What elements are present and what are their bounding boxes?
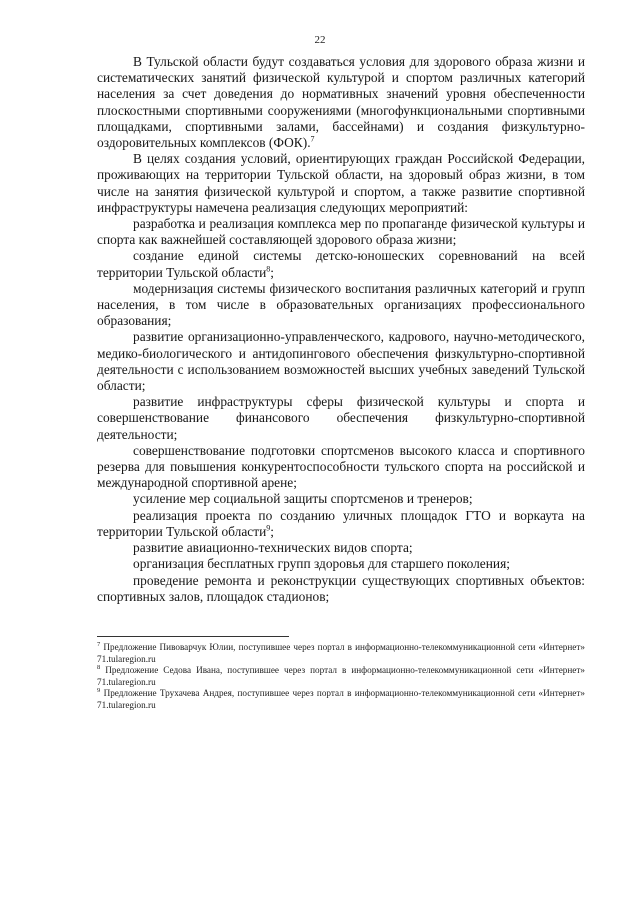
list-item-text: реализация проекта по созданию уличных площадок ГТО и воркаута на территории Тульской области (97, 507, 585, 539)
list-item (97, 556, 585, 572)
paragraph-1 (97, 54, 585, 151)
list-item (97, 329, 585, 394)
list-item-text: организация бесплатных групп здоровья для старшего поколения; (133, 556, 510, 572)
list-item-text: модернизация системы физического воспитания различных категорий и групп населения, в том числе в образовательных организациях профессионального образования; (97, 280, 585, 329)
list-item (97, 540, 585, 556)
list-item (97, 248, 585, 280)
list-item-text: развитие авиационно-технических видов спорта; (133, 540, 413, 556)
footnote-mark: 7 (97, 640, 101, 648)
list-item-text: разработка и реализация комплекса мер по пропаганде физической культуры и спорта как важнейшей составляющей здорового образа жизни; (97, 216, 585, 248)
list-item (97, 491, 585, 507)
footnote-divider (97, 636, 289, 637)
list-item (97, 394, 585, 443)
list-item (97, 443, 585, 492)
list-item-tail: ; (270, 523, 274, 539)
list-item-tail: ; (270, 264, 274, 280)
footnote-ref: 9 (266, 523, 271, 533)
list-item (97, 508, 585, 540)
page-number: 22 (314, 34, 326, 46)
footnote (97, 642, 585, 665)
list-item-text: проведение ремонта и реконструкции существующих спортивных объектов: спортивных залов, площадок стадионов; (97, 572, 585, 604)
list-item (97, 573, 585, 605)
footnotes (97, 642, 585, 712)
list-item-text: совершенствование подготовки спортсменов высокого класса и спортивного резерва для повышения конкурентоспособности тульского спорта на российской и международной спортивной арене; (97, 442, 585, 491)
footnote-text: Предложение Трухачева Андрея, поступившее через портал в информационно-телекоммуникационной сети «Интернет» 71.tularegion.ru (97, 688, 585, 710)
paragraph-2 (97, 151, 585, 216)
body-text (97, 54, 585, 605)
paragraph-text: В целях создания условий, ориентирующих граждан Российской Федерации, проживающих на территории Тульской области, на здоровый образ жизни, в том числе на занятия физической культурой и спортом, а также развитие спортивной инфраструктуры намечена реализация следующих мероприятий: (97, 151, 585, 215)
footnote-ref: 7 (310, 134, 315, 144)
list-item-text: развитие организационно-управленческого, кадрового, научно-методического, медико-биологического и антидопингового обеспечения физкультурно-спортивной деятельности с использованием возможностей высших учебных заведений Тульской области; (97, 329, 585, 394)
footnote-mark: 9 (97, 687, 101, 695)
list-item-text: развитие инфраструктуры сферы физической культуры и спорта и совершенствование финансового обеспечения физкультурно-спортивной деятельности; (97, 394, 585, 442)
footnote-text: Предложение Седова Ивана, поступившее через портал в информационно-телекоммуникационной сети «Интернет» 71.tularegion.ru (97, 665, 585, 687)
list-item (97, 281, 585, 330)
paragraph-text: В Тульской области будут создаваться условия для здорового образа жизни и систематических занятий физической культурой и спортом различных категорий населения за счет доведения до нормативных значений уровня обеспеченности плоскостными спортивными сооружениями (многофункциональными спортивными площадками, спортивными залами, бассейнами) и создания физкультурно-оздоровительных комплексов (ФОК). (97, 54, 585, 151)
footnote-mark: 8 (97, 664, 101, 672)
list-item-text: усиление мер социальной защиты спортсменов и тренеров; (133, 491, 473, 507)
footnote (97, 688, 585, 711)
list-item (97, 216, 585, 248)
footnote (97, 665, 585, 688)
list-item-text: создание единой системы детско-юношеских соревнований на всей территории Тульской области (97, 248, 585, 280)
footnote-ref: 8 (266, 264, 271, 274)
footnote-text: Предложение Пивоварчук Юлии, поступившее через портал в информационно-телекоммуникационной сети «Интернет» 71.tularegion.ru (97, 642, 585, 664)
